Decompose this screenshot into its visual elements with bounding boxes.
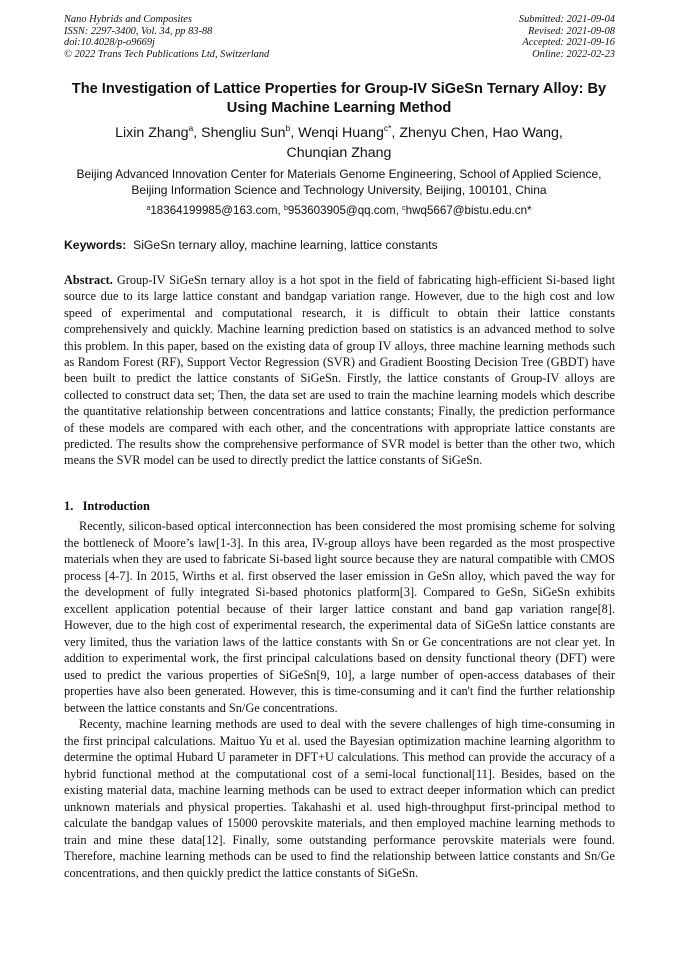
author-affiliation-mark: b [285, 123, 291, 133]
author-name: Zhenyu Chen [399, 125, 485, 141]
email-separator: , [395, 204, 403, 217]
email-mark: b [283, 205, 288, 212]
author-name: Hao Wang [492, 125, 559, 141]
abstract-label: Abstract. [64, 273, 113, 287]
abstract [64, 272, 615, 469]
author-email[interactable]: hwq5667@bistu.edu.cn* [405, 204, 532, 217]
abstract-text: Group-IV SiGeSn ternary alloy is a hot spot in the field of fabricating high-efficient Si-based light source due to its large lattice constant and bandgap variation range. However, due to the high cost and low speed of experimental and computational research, it is difficult to obtain their lattice constants comprehensively and quickly. Machine learning prediction based on statistics is an advanced method to solve this problem. In this paper, based on the existing data of group IV alloys, three machine learning methods such as Random Forest (RF), Support Vector Regression (SVR) and Gradient Boosting Decision Tree (GBDT) have been built to predict the lattice constants of SiGeSn. Firstly, the lattice constants of Group-IV alloys are collected to construct data set; Then, the data set are used to train the machine learning models which describe the quantitative relationship between concentrations and lattice constants; Finally, the prediction performance of these models are compared with each other, and the concentrations with appropriate lattice constants are predicted. The results show the comprehensive performance of SVR model is better than the other two, which means the SVR model can be used to directly predict the lattice constants of SiGeSn. [64, 273, 615, 468]
author-email[interactable]: 953603905@qq.com [287, 204, 396, 217]
keywords-text: SiGeSn ternary alloy, machine learning, lattice constants [133, 238, 438, 252]
author-separator: , [290, 125, 299, 141]
author-name: Chunqian Zhang [286, 144, 392, 161]
author-separator: , [391, 125, 400, 141]
date-submitted: Submitted: 2021-09-04 [518, 14, 615, 25]
author-emails [60, 203, 618, 218]
paragraph: Recenty, machine learning methods are used to deal with the severe challenges of high time-consuming in the first principal calculations. Maituo Yu et al. used the Bayesian optimization machine learning algorithm to determine the optimal Hubard U parameter in DFT+U calculations. This method can provide the accuracy of a hybrid functional method at the computational cost of a semi-local functional[11]. Besides, based on the existing material data, machine learning methods can be used to extract deeper information which can predict unknown materials and physical properties. Takahashi et al. used high-throughput first-principal method to calculate the bandgap values of 15000 perovskite materials, and then employed machine learning methods to train and mine these data[12]. Finally, some outstanding performance perovskite materials were found. Therefore, machine learning methods can be used to find the relationship between lattice constants and Sn/Ge concentrations, and then quickly predict the lattice constants of SiGeSn. [64, 717, 615, 880]
email-mark: a [146, 205, 151, 212]
author-separator: , [558, 125, 563, 141]
date-accepted: Accepted: 2021-09-16 [522, 37, 615, 49]
author-affiliation-mark: c* [383, 123, 392, 133]
paper-title: The Investigation of Lattice Properties for Group-IV SiGeSn Ternary Alloy: By Using Machine Learning Method [71, 81, 607, 116]
journal-name: Nano Hybrids and Composites [64, 14, 192, 25]
paragraph: Recently, silicon-based optical interconnection has been considered the most promising scheme for solving the bottleneck of Moore’s law[1-3]. In this area, IV-group alloys have been regarded as the most prospective materials when they are used to fabricate Si-based light source because they are natural compatible with CMOS process [4-7]. In 2015, Wirths et al. first observed the laser emission in GeSn alloy, which paved the way for the development of fully integrated Si-based photonics platform[3]. Compared to GeSn, SiGeSn exhibits excellent application potential because of their larger lattice constant and band gap variation range[8]. However, due to the high cost of experimental research, the experimental data of SiGeSn lattice constants are very limited, thus the variation laws of the lattice constants with Sn or Ge concentrations are not clear yet. In addition to experimental work, the first principal calculations based on density functional theory (DFT) were used to predict the various properties of SiGeSn[9, 10], a large number of open-access databases of their properties have also been generated. However, this is time-consuming and it can't find the further relationship between the lattice constants and Sn/Ge concentrations. [64, 519, 615, 715]
author-affiliation-mark: a [188, 123, 194, 133]
author-email[interactable]: 18364199985@163.com [150, 204, 278, 217]
publication-dates [519, 14, 615, 60]
introduction-body [64, 518, 615, 881]
date-online: Online: 2022-02-23 [532, 48, 615, 60]
email-mark: c [402, 205, 406, 212]
journal-issn: ISSN: 2297-3400, Vol. 34, pp 83-88 [64, 25, 213, 37]
date-revised: Revised: 2021-09-08 [528, 25, 615, 37]
section-heading-introduction [64, 499, 150, 514]
author-separator: , [193, 125, 202, 141]
journal-copyright: © 2022 Trans Tech Publications Ltd, Switzerland [64, 48, 270, 60]
section-heading-text: 1. Introduction [64, 499, 150, 513]
author-name: Shengliu Sun [201, 125, 286, 141]
journal-info [64, 14, 269, 60]
author-name: Lixin Zhang [115, 125, 189, 141]
author-name: Wenqi Huang [298, 125, 384, 141]
author-separator: , [484, 125, 493, 141]
keywords [64, 237, 616, 253]
author-affiliation: Beijing Advanced Innovation Center for Materials Genome Engineering, School of Applied Science, Beijing Information Science and Technology University, Beijing, 100101, China [76, 167, 602, 198]
journal-doi[interactable]: doi:10.4028/p-o9669j [64, 37, 155, 49]
email-separator: , [277, 204, 284, 217]
keywords-label: Keywords: [64, 238, 127, 252]
author-list [60, 124, 618, 163]
